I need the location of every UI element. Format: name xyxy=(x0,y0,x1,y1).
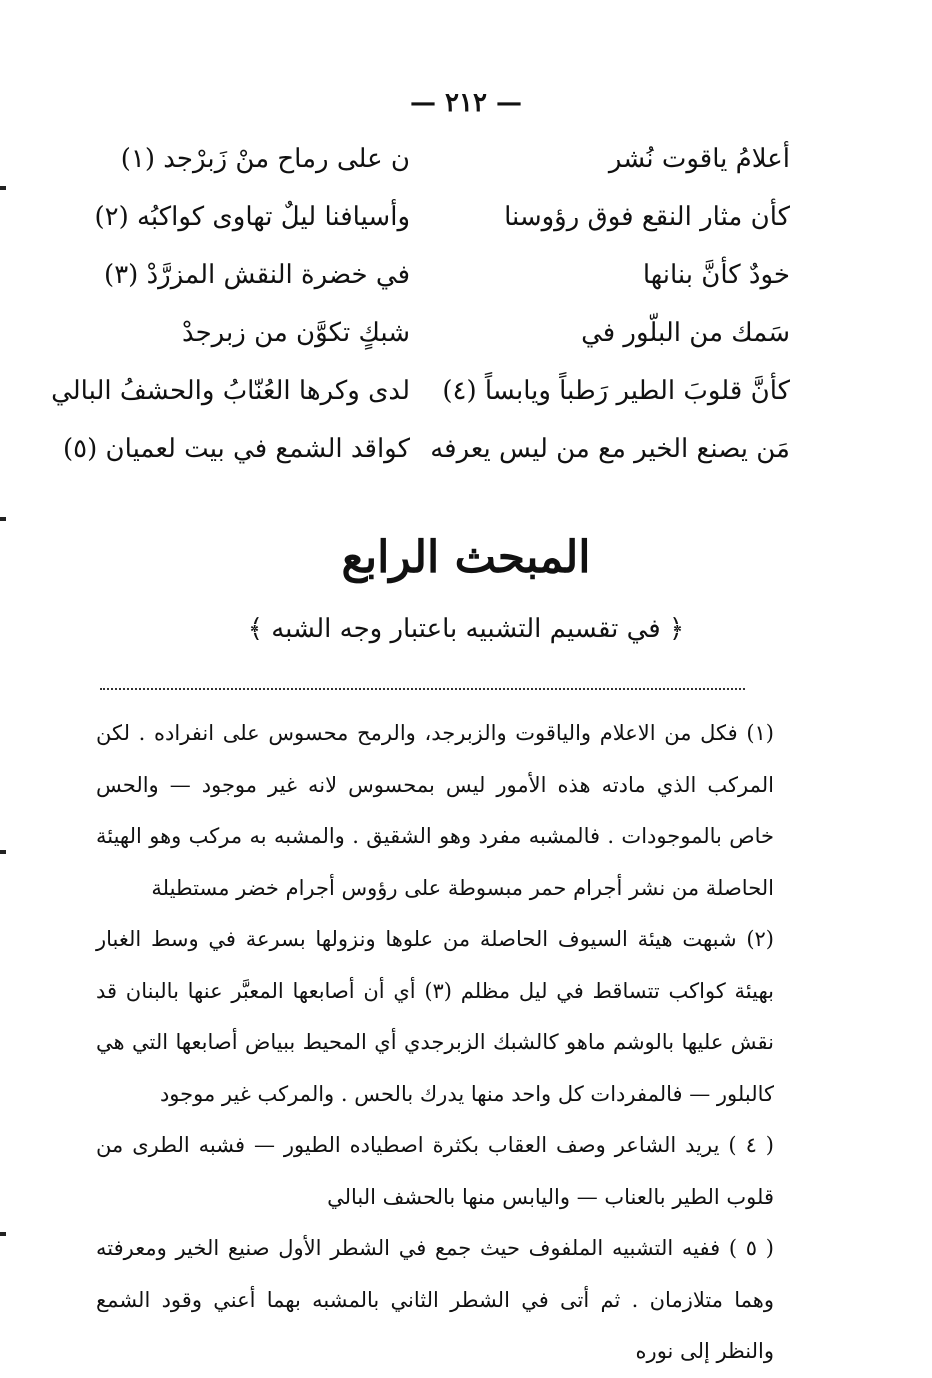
verse-second-hemistich: ن على رماح منْ زَبرْجد (١) xyxy=(120,144,410,174)
verse-first-hemistich: خودٌ كأنَّ بنانها xyxy=(642,260,790,290)
verse-second-hemistich: وأسيافنا ليلٌ تهاوى كواكبُه (٢) xyxy=(94,202,410,232)
verse-first-hemistich: أعلامُ ياقوت نُشر xyxy=(608,144,790,174)
verse-line xyxy=(63,428,790,486)
verse-line xyxy=(90,138,790,196)
verse-line xyxy=(90,312,790,370)
scan-edge-mark xyxy=(0,850,6,854)
verse-first-hemistich: مَن يصنع الخير مع من ليس يعرفه xyxy=(430,434,790,464)
footnote: (٢) شبهت هيئة السيوف الحاصلة من علوها ونزولها بسرعة في وسط الغبار بهيئة كواكب تتساقط في ليل مظلم (٣) أي أن أصابعها المعبَّر عنها بالبنان قد نقش عليها بالوشم ماهو كالشبك الزبرجدي أي المحيط ببياض أصابعها التي هي كالبلور — فالمفردات كل واحد منها يدرك بالحس . والمركب غير موجود xyxy=(96,927,774,1106)
verse-line xyxy=(90,196,790,254)
verse-first-hemistich: كأن مثار النقع فوق رؤوسنا xyxy=(504,202,790,232)
verse-second-hemistich: كواقد الشمع في بيت لعميان (٥) xyxy=(63,434,410,464)
verse-first-hemistich: سَمك من البلّور في xyxy=(581,318,790,348)
verse-second-hemistich: شبكٍ تكوَّن من زبرجدْ xyxy=(181,318,410,348)
verse-second-hemistich: في خضرة النقش المزرَّدْ (٣) xyxy=(104,260,410,290)
footnotes xyxy=(96,708,774,1378)
scan-edge-mark xyxy=(0,517,6,521)
footnote: (١) فكل من الاعلام والياقوت والزبرجد، والرمح محسوس على انفراده . لكن المركب الذي مادته هذه الأمور ليس بمحسوس لانه غير موجود — والحس خاص بالموجودات . فالمشبه مفرد وهو الشقيق . والمشبه به مركب وهو الهيئة الحاصلة من نشر أجرام حمر مبسوطة على رؤوس أجرام خضر مستطيلة xyxy=(96,721,774,900)
page-number: — ٢١٢ — xyxy=(409,88,523,118)
verse-first-hemistich: كأنَّ قلوبَ الطير رَطباً ويابساً (٤) xyxy=(442,376,790,406)
verse-line xyxy=(90,254,790,312)
footnote-divider xyxy=(100,688,745,690)
verse-second-hemistich: لدى وكرها العُنّابُ والحشفُ البالي xyxy=(51,376,410,406)
verse-line xyxy=(51,370,790,428)
scan-edge-mark xyxy=(0,186,6,190)
poetry-verses xyxy=(51,138,790,486)
footnote: ( ٥ ) ففيه التشبيه الملفوف حيث جمع في الشطر الأول صنيع الخير ومعرفته وهما متلازمان . ثم أتى في الشطر الثاني بالمشبه بهما أعني وقود الشمع والنظر إلى نوره xyxy=(96,1236,774,1363)
scan-edge-mark xyxy=(0,1232,6,1236)
section-title: المبحث الرابع xyxy=(341,532,591,583)
footnote: ( ٤ ) يريد الشاعر وصف العقاب بكثرة اصطياده الطيور — فشبه الطرى من قلوب الطير بالعناب — واليابس منها بالحشف البالي xyxy=(96,1133,774,1209)
section-subtitle: ﴿ في تقسيم التشبيه باعتبار وجه الشبه ﴾ xyxy=(247,614,685,644)
